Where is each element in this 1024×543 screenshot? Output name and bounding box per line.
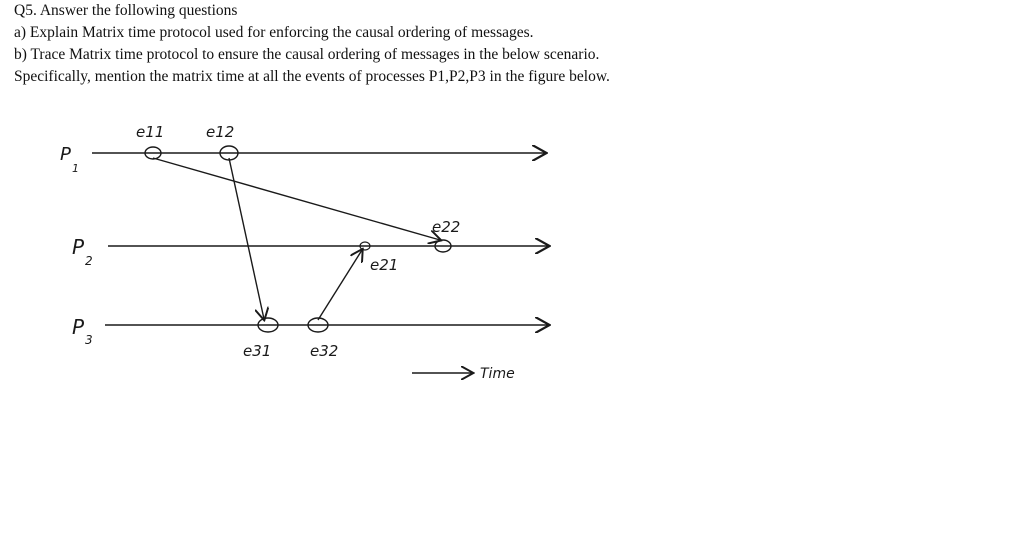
p2-label	[72, 235, 93, 268]
svg-text:P: P	[72, 235, 85, 259]
message-e11-to-e22	[153, 158, 440, 240]
event-e12-label: e12	[206, 123, 235, 141]
question-part-a: a) Explain Matrix time protocol used for enforcing the causal ordering of messages.	[14, 24, 534, 41]
time-label: Time	[480, 366, 515, 382]
event-e21-label: e21	[370, 256, 399, 274]
svg-text:P: P	[72, 315, 85, 339]
question-part-b: b) Trace Matrix time protocol to ensure the causal ordering of messages in the below scenario.	[14, 46, 600, 63]
question-heading: Q5. Answer the following questions	[14, 2, 238, 19]
event-e32-label: e32	[310, 342, 339, 360]
question-part-b-detail: Specifically, mention the matrix time at all the events of processes P1,P2,P3 in the figure below.	[14, 68, 610, 85]
svg-text:1: 1	[72, 162, 79, 175]
p1-label	[60, 144, 79, 175]
svg-text:P: P	[60, 144, 71, 165]
p3-label	[72, 315, 93, 347]
svg-text:3: 3	[85, 333, 93, 347]
message-e32-to-e21	[318, 250, 362, 320]
event-e11-label: e11	[136, 123, 165, 141]
event-e22-label: e22	[432, 218, 461, 236]
svg-text:2: 2	[85, 254, 93, 268]
event-e31-label: e31	[243, 342, 272, 360]
message-e12-to-e31	[229, 158, 264, 319]
